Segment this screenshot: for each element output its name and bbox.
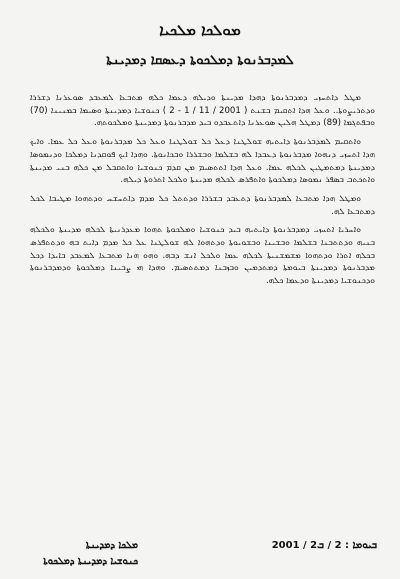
document-subtitle: ܠܡܕܒܪܢܘܬܐ ܕܡܠܟܘܬܐ ܕܥܣܩܐ ܕܡܕܝܢܬܐ xyxy=(106,53,294,68)
body-paragraph-4: ܘܐܚܪܝܐ ܐܬܚܙܝ ܕܡܕܒܪܢܘܬܐ ܕܐܝܬܝܗ ܒܝܕ ܟܢܘܫܝܐ ܘܡܠܟܘܬܐ ܬܗܘܐ ܡܥܕܪܢܝܬܐ ܠܟܠܗ ܡܕܝܢܬܐ ܘܠܟܠܗ ܒܢܝܗ ܘܕܬܬܒܢܐ ܒܫܠܡܐ ܘܒܫܝܢܐ ܘܒܫܘܝܘܬܐ ܘܕܬܗܘܐ ܠܗ ܫܘܠܛܢܐ ܥܠ ܟܠ ܡܕܡ ܕܐܝܬ ܒܗ ܘܕܬܬܦܪܣ ܒܟܠܗ ܐܬܪܐ ܘܕܬܗܘܐ ܡܫܡܫܢܝܬܐ ܠܟܠܗ ܥܡܐ ܘܠܟܠ ܐܢܫ ܕܒܗ. ܘܗܘ ܗܢܐ ܡܬܒܥܐ ܠܡܥܒܕ ܒܐܝܕܐ ܕܟܠ ܡܕܒܪܢܘܬܐ ܕܡܕܝܢܬܐ ܒܝܘܡܬܐ ܕܡܬܕܡܝܢ ܘܒܙܒܢܐ ܕܡܬܬܣܝܡ. ܘܗܕܐ ܗܝ ܨܒܝܢܐ ܕܡܠܟܘܬܐ ܘܕܡܕܒܪܢܘܬܐ ܘܕܟܢܘܫܝܐ ܕܡܕܝܢܬܐ ܘܕܥܡܐ ܟܠܗ. xyxy=(30,225,375,287)
signature-block xyxy=(28,538,138,570)
signatory-line-2: ܟܢܘܫܝܐ ܕܡܕܝܢܬܐ ܕܡܠܟܘܬܐ xyxy=(43,556,138,567)
document-title: ܡܘܠܟܐ ܡܠܟܝܐ xyxy=(159,21,241,39)
body-paragraph-1: ܡܛܠ ܕܐܬܚܙܝ ܕܡܕܒܪܢܘܬܐ ܕܗܕܐ ܡܕܝܢܬܐ ܘܕܝܠܗ ܕܥܡܐ ܟܠܗ ܡܬܒܥܐ ܠܡܥܒܕ ܣܘܥܪܢܐ ܕܫܪܪܐ ܘܕܬܪܝܨܘܬܐ.. ܘܥܠ ܗܕܐ ܐܬܩܝܡ ܒܫܢܬ ( 2001 / 11 / 1 - 2 ) ܟܢܘܫܝܐ ܕܡܕܝܢܬܐ ܘܣܝܡܐ ܒܡܢܝܢܐ (70) ܘܒܦܬܓܡܐ (89) ܕܡܛܠ ܗܠܝܢ ܣܘܥܪܢܐ ܕܐܬܥܒܕܘ ܒܝܕ ܡܕܒܪܢܘܬܐ ܕܡܕܝܢܬܐ ܘܡܠܟܘܬܗ. xyxy=(30,93,375,129)
document-body xyxy=(30,92,375,294)
document-date: ܒܝܘܡܐ : 2 / ܒ2 / 2001 xyxy=(271,540,377,551)
signatory-line-1: ܡܠܟܐ ܕܡܕܝܢܬܐ xyxy=(85,540,138,551)
body-paragraph-2: ܘܐܬܩܝܡ ܠܡܕܒܪܢܘܬܐ ܕܐܝܬܝܗ ܫܘܠܛܢܐ ܕܥܠ ܟܠ ܫܘܠܛܢܐ ܘܥܠ ܟܠ ܡܕܒܪܢܘܬܐ ܘܥܠ ܟܠ ܥܡܐ. ܘܐܝܟ ܗܕܐ ܐܬܚܙܝ ܕܢܗܘܐ ܡܕܒܪܢܘܬܐ ܕܥܒܕܐ ܠܗ ܒܫܠܡܐ ܘܒܫܪܪܐ ܘܒܟܐܢܘܬܐ. ܘܗܕܐ ܐܝܟ ܦܘܩܕܢܐ ܕܡܠܟܐ ܘܕܢܡܘܣܐ ܕܡܕܝܢܬܐ ܕܡܬܡܛܝܢ ܠܟܠܗ ܥܡܐ. ܘܥܠ ܗܕܐ ܐܬܬܣܝܡ ܡܢ ܩܕܡ ܟܢܘܫܝܐ ܘܐܬܩܒܠ ܡܢ ܟܠܗ ܒܢܝ ܡܕܝܢܬܐ ܘܐܬܟܬܒ ܒܣܦܪ ܢܡܘܣܐ ܕܡܠܟܘܬܐ ܘܐܬܦܪܣ ܠܟܠܗ ܡܕܝܢܬܐ ܘܠܟܠ ܐܬܪܘܬܐ ܕܝܠܗ. xyxy=(30,137,375,186)
body-paragraph-3: ܘܡܛܠ ܗܕܐ ܡܬܒܥܐ ܠܡܕܒܪܢܘܬܐ ܕܬܥܒܕ ܒܫܪܪܐ ܘܕܬܬܠ ܟܠ ܡܕܡ ܕܐܬܚܫܚ ܘܕܬܗܘܐ ܡܛܝܒܐ ܠܟܠ ܕܡܬܒܥܐ ܠܗ. xyxy=(30,193,375,217)
